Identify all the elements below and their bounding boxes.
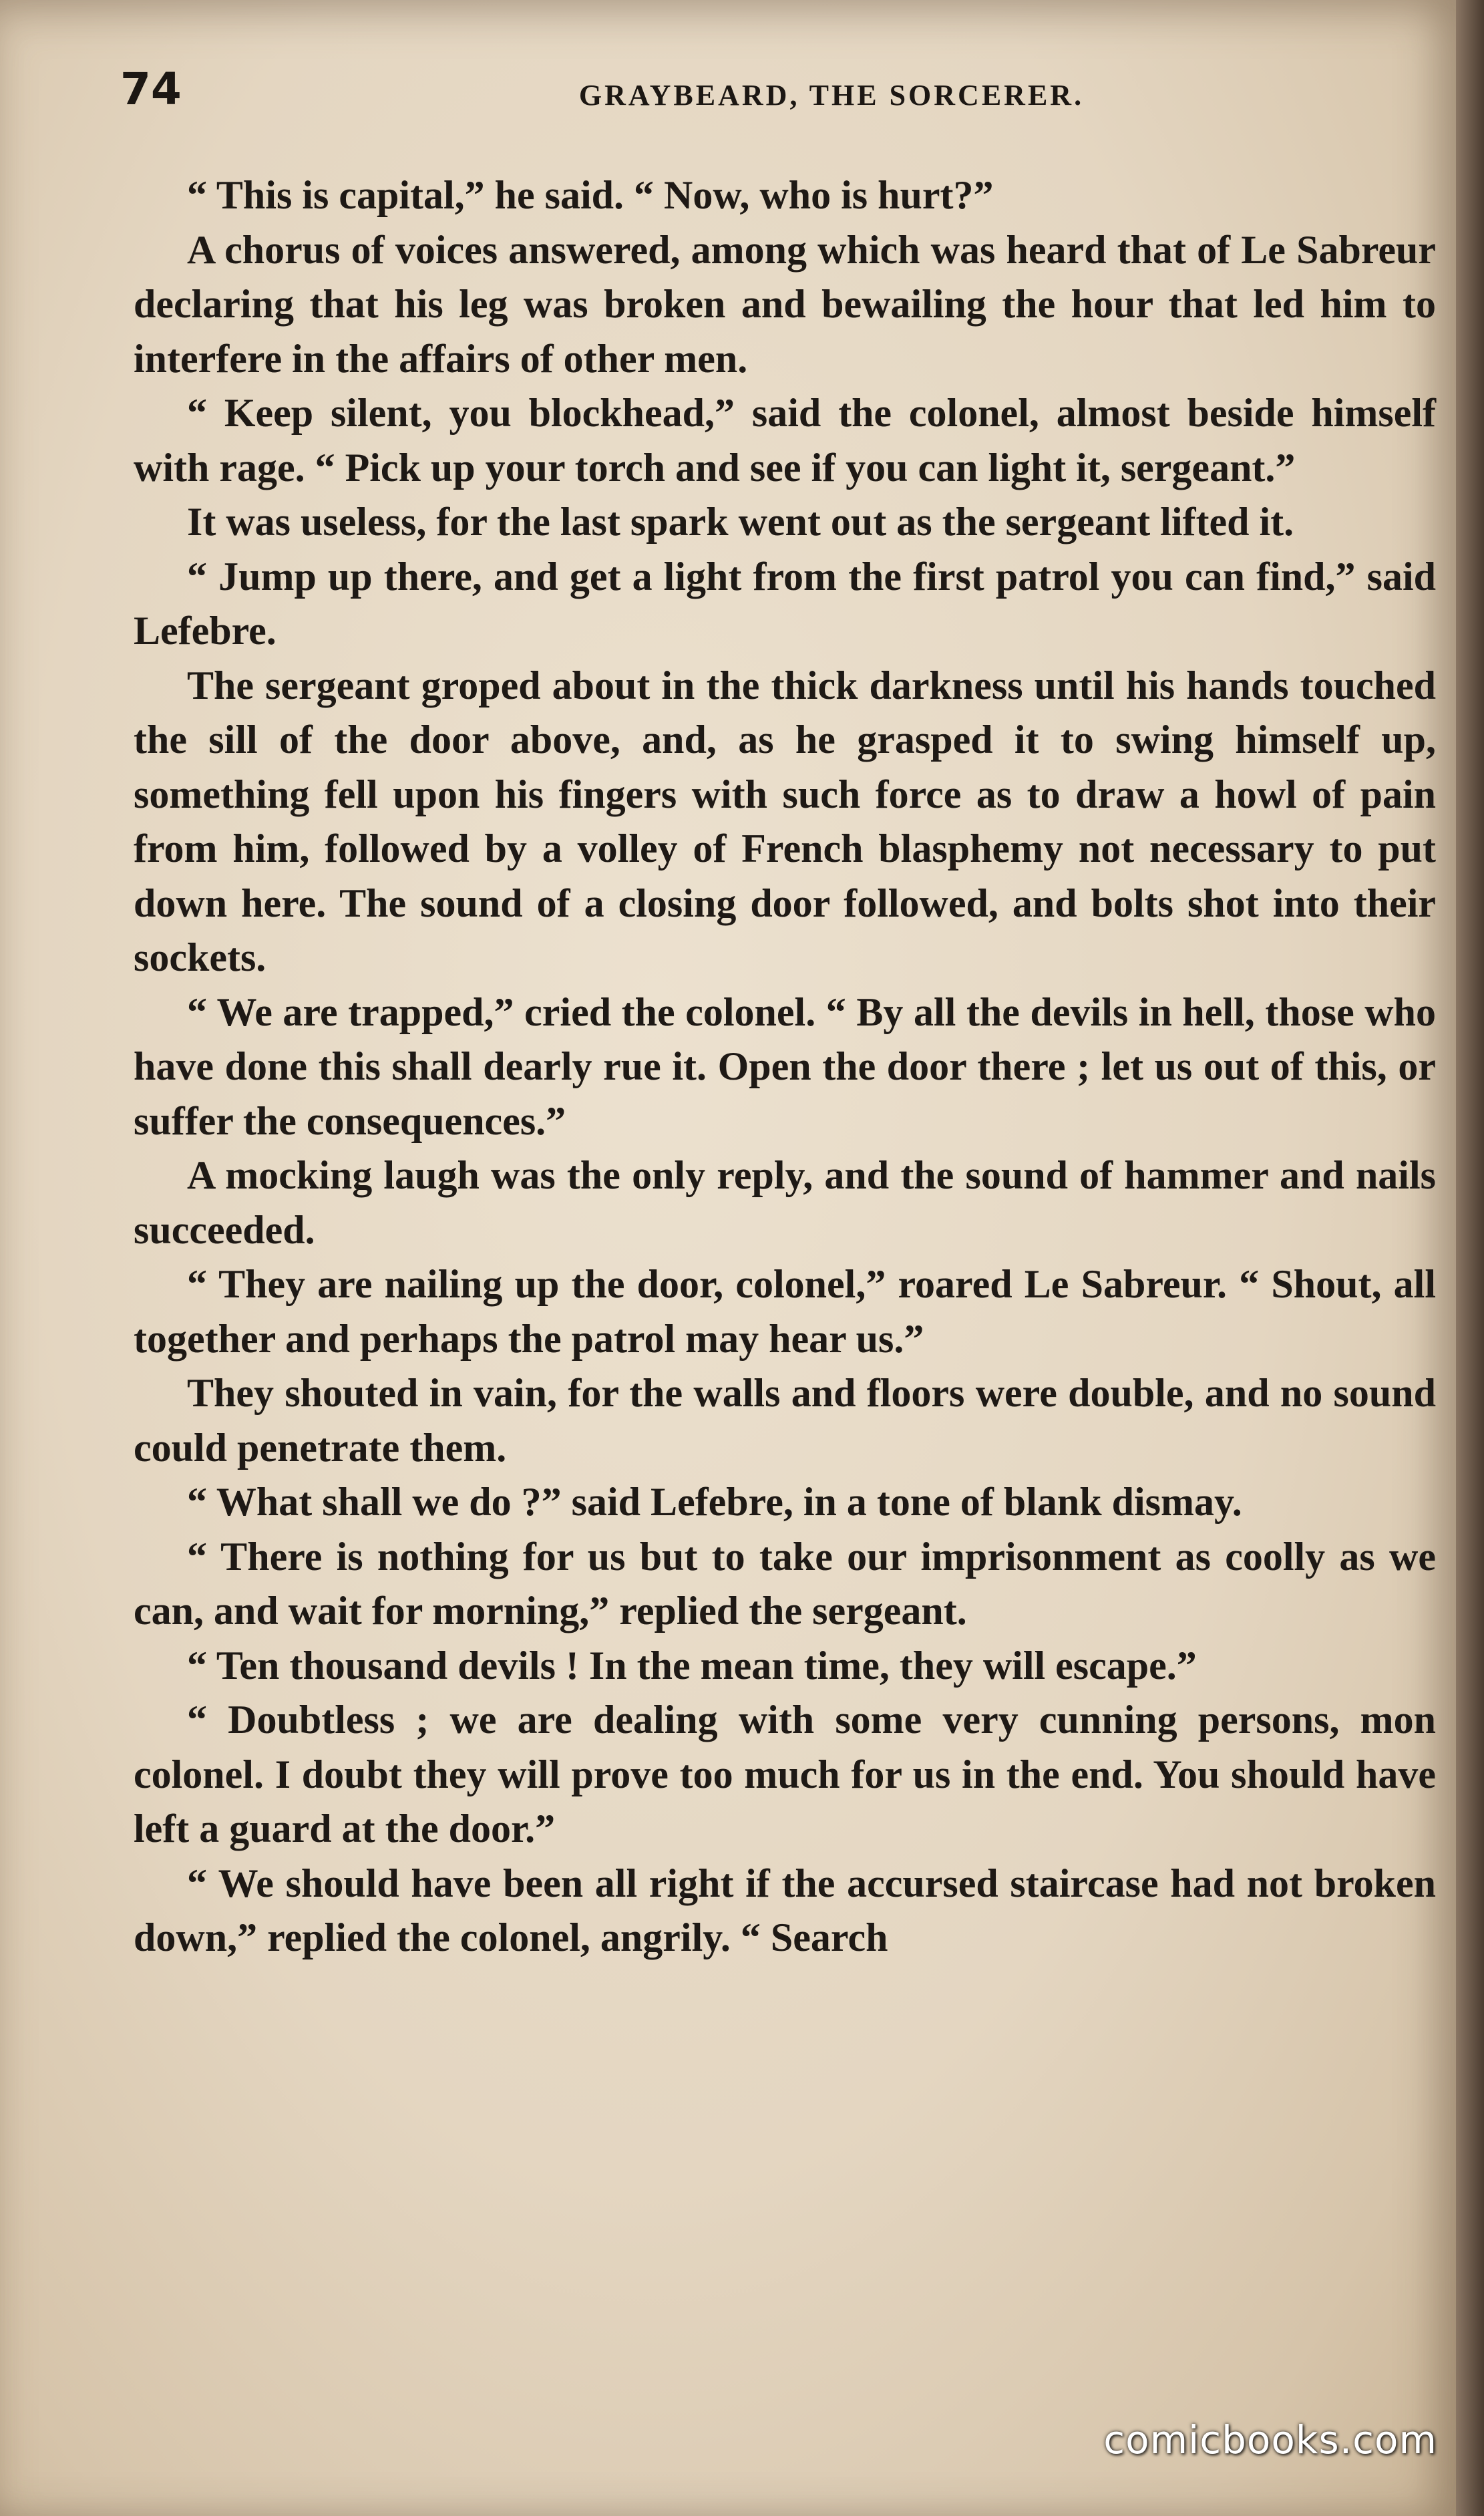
running-head: GRAYBEARD, THE SORCERER. [578, 79, 1085, 112]
paragraph: “ There is nothing for us but to take our imprisonment as coolly as we can, and wait for morning,” replied the sergeant. [134, 1534, 1436, 1633]
paragraph: “ Ten thousand devils ! In the mean time, they will escape.” [187, 1643, 1197, 1688]
paragraph: “ Doubtless ; we are dealing with some very cunning persons, mon colonel. I doubt they will prove too much for us in the end. You should have left a guard at the door.” [134, 1698, 1436, 1851]
paragraph: “ This is capital,” he said. “ Now, who is hurt?” [187, 173, 994, 217]
paragraph: “ We are trapped,” cried the colonel. “ By all the devils in hell, those who have done this shall dearly rue it. Open the door there ; let us out of this, or suffer the consequences.” [134, 989, 1436, 1143]
paragraph: “ Keep silent, you blockhead,” said the colonel, almost beside himself with rage. “ Pick up your torch and see if you can light it, sergeant.” [134, 391, 1436, 490]
paragraph: “ We should have been all right if the accursed staircase had not broken down,” replied the colonel, angrily. “ Search [134, 1861, 1436, 1959]
paragraph: The sergeant groped about in the thick darkness until his hands touched the sill of the door above, and, as he grasped it to swing himself up, something fell upon his fingers with such force as to draw a howl of pain from him, followed by a volley of French blasphemy not necessary to put down here. The sound of a closing door followed, and bolts shot into their sockets. [134, 663, 1436, 979]
body-text [134, 168, 1436, 2426]
watermark: comicbooks.com [1103, 2417, 1437, 2463]
paragraph: A mocking laugh was the only reply, and the sound of hammer and nails succeeded. [134, 1153, 1436, 1252]
page-edge [1456, 0, 1484, 2516]
paragraph: It was useless, for the last spark went out as the sergeant lifted it. [187, 500, 1294, 544]
paragraph: They shouted in vain, for the walls and floors were double, and no sound could penetrate them. [134, 1371, 1436, 1470]
paragraph: A chorus of voices answered, among which was heard that of Le Sabreur declaring that his leg was broken and bewailing the hour that led him to interfere in the affairs of other men. [134, 227, 1436, 381]
paragraph: “ What shall we do ?” said Lefebre, in a tone of blank dismay. [187, 1480, 1242, 1524]
page-number: 74 [120, 63, 182, 115]
paragraph: “ They are nailing up the door, colonel,” roared Le Sabreur. “ Shout, all together and perhaps the patrol may hear us.” [134, 1262, 1436, 1361]
page-header [107, 63, 1436, 124]
paragraph: “ Jump up there, and get a light from the first patrol you can find,” said Lefebre. [134, 554, 1436, 653]
